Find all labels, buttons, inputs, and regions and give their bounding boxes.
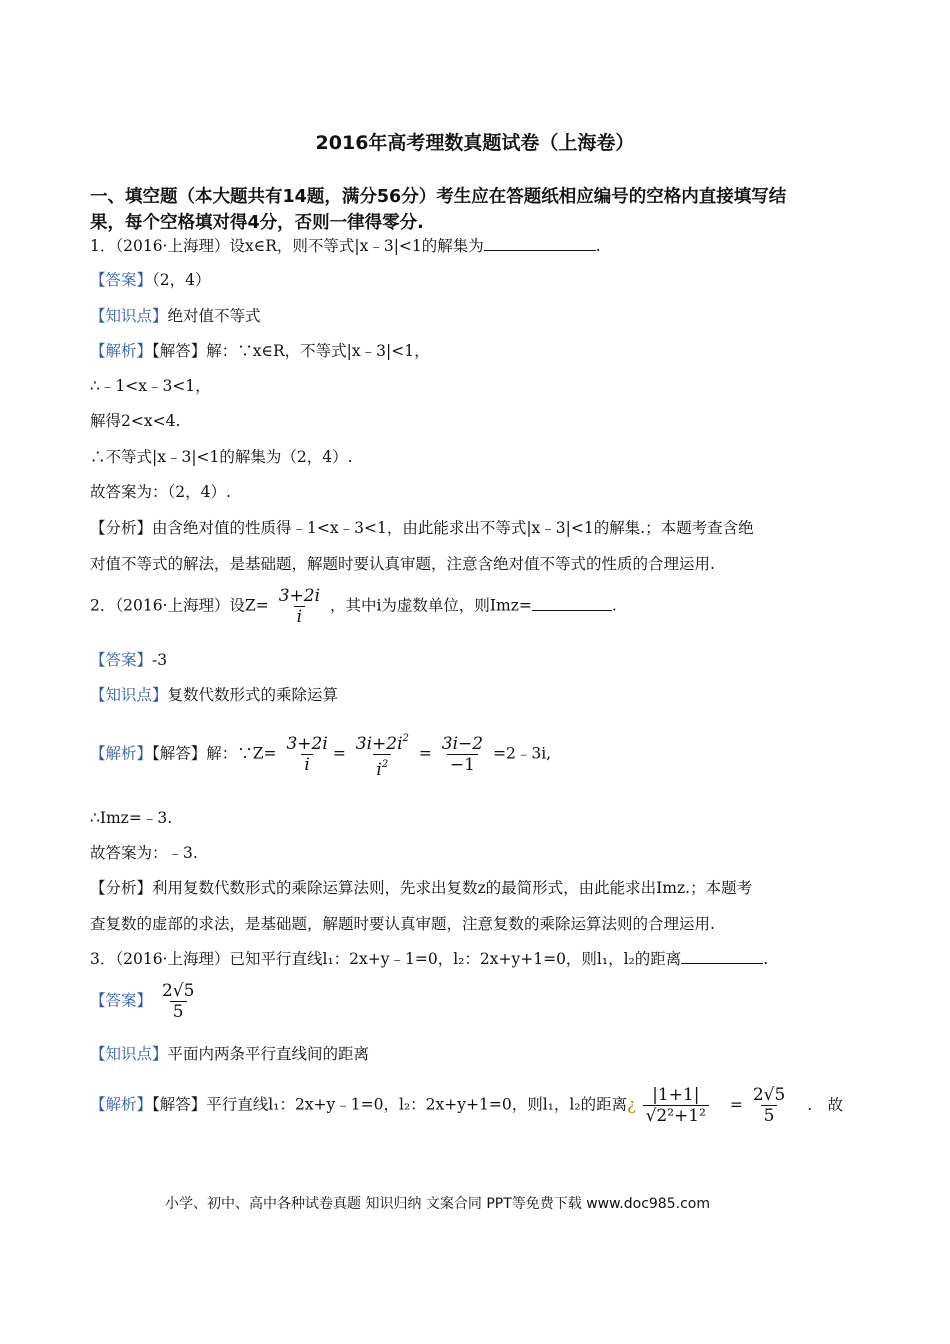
q3-knowledge: 【知识点】平面内两条平行直线间的距离 bbox=[90, 1045, 370, 1063]
q2-solution-2: ∴Imz=﹣3. bbox=[90, 809, 173, 827]
q2-solution-1: 【解析】【解答】解：∵Z= $\frac{3+2i}{i}$ = $\frac{3i+2i^2}{i^2}$ = $\frac{3i-2}{-1}$ =2﹣3i, bbox=[90, 729, 551, 780]
answer-label: 【答案】 bbox=[90, 991, 153, 1010]
analysis-label: 【解析】 bbox=[90, 744, 153, 763]
q2-solution-3: 故答案为：﹣3. bbox=[90, 844, 198, 862]
page-title: 2016年高考理数真题试卷（上海卷） bbox=[315, 132, 635, 154]
q1-review-1: 【分析】由含绝对值的性质得﹣1<x﹣3<1，由此能求出不等式|x﹣3|<1的解集.；本题考查含绝 bbox=[90, 519, 754, 537]
q1-answer: 【答案】（2，4） bbox=[90, 271, 211, 289]
q2-review-1: 【分析】利用复数代数形式的乘除运算法则，先求出复数z的最简形式，由此能求出Imz.；本题考 bbox=[90, 879, 753, 897]
q3-answer bbox=[90, 981, 199, 1022]
q2-knowledge: 【知识点】复数代数形式的乘除运算 bbox=[90, 686, 339, 704]
q2-answer: 【答案】-3 bbox=[90, 651, 168, 669]
q1-solution-5: 故答案为：（2，4）. bbox=[90, 483, 231, 501]
analysis-label: 【解析】 bbox=[90, 1095, 153, 1114]
q2-stem-fraction: $\frac{3+2i}{i}$ bbox=[278, 586, 321, 627]
knowledge-label: 【知识点】 bbox=[90, 307, 168, 325]
analysis-label: 【解析】 bbox=[90, 342, 153, 360]
q2-fraction-1: $\frac{3+2i}{i}$ bbox=[286, 734, 328, 775]
answer-label: 【答案】 bbox=[90, 271, 153, 289]
q3-distance-fraction: $\frac{|1+1|}{\text{√2²+1²}}$ bbox=[643, 1085, 709, 1126]
q2-fraction-3: $\frac{3i-2}{-1}$ bbox=[441, 734, 484, 775]
qmark: ¿ bbox=[627, 1094, 636, 1114]
q3-solution-1: 【解析】【解答】平行直线l₁：2x+y﹣1=0，l₂：2x+y+1=0，则l₁，l₂的距离¿ $\frac{|1+1|}{\text{√2²+1²}}$ = $\frac{2√5}{5}$ . 故 bbox=[90, 1085, 844, 1126]
q1-solution-1: 【解析】【解答】解：∵x∈R，不等式|x﹣3|<1， bbox=[90, 342, 430, 360]
q1-review-2: 对值不等式的解法，是基础题，解题时要认真审题，注意含绝对值不等式的性质的合理运用. bbox=[90, 555, 715, 573]
q1-stem: 1．（2016·上海理）设x∈R，则不等式|x﹣3|<1的解集为 . bbox=[90, 237, 601, 255]
q2-stem: 2．（2016·上海理）设Z= $\frac{3+2i}{i}$ ，其中i为虚数单位，则Imz= . bbox=[90, 586, 617, 627]
section-heading-line-1: 一、填空题（本大题共有14题，满分56分）考生应在答题纸相应编号的空格内直接填写结 bbox=[90, 187, 787, 207]
q2-fraction-2: $\frac{3i+2i^2}{i^2}$ bbox=[355, 733, 409, 780]
section-heading-line-2: 果，每个空格填对得4分，否则一律得零分. bbox=[90, 213, 424, 233]
answer-label: 【答案】 bbox=[90, 651, 153, 669]
q1-knowledge: 【知识点】绝对值不等式 bbox=[90, 307, 261, 325]
q1-solution-3: 解得2<x<4. bbox=[90, 412, 181, 430]
knowledge-label: 【知识点】 bbox=[90, 686, 168, 704]
page-footer: 小学、初中、高中各种试卷真题 知识归纳 文案合同 PPT等免费下载 www.doc985.com bbox=[165, 1196, 710, 1212]
q3-result-fraction: $\frac{2√5}{5}$ bbox=[752, 1085, 786, 1126]
q3-answer-fraction: $\frac{2√5}{5}$ bbox=[161, 981, 195, 1022]
knowledge-label: 【知识点】 bbox=[90, 1045, 168, 1063]
q2-review-2: 查复数的虚部的求法，是基础题，解题时要认真审题，注意复数的乘除运算法则的合理运用. bbox=[90, 915, 715, 933]
q3-stem: 3．（2016·上海理）已知平行直线l₁：2x+y﹣1=0，l₂：2x+y+1=0，则l₁，l₂的距离 . bbox=[90, 950, 769, 968]
q1-solution-4: ∴不等式|x﹣3|<1的解集为（2，4）. bbox=[90, 448, 353, 466]
q1-solution-2: ∴﹣1<x﹣3<1， bbox=[90, 377, 211, 395]
